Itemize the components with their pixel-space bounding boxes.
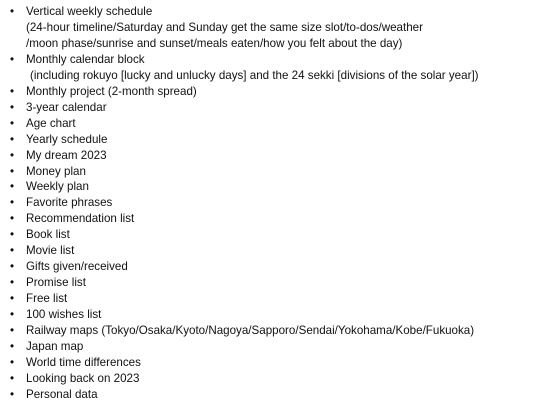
list-item — [6, 179, 542, 195]
list-item-label: 3-year calendar — [26, 100, 107, 114]
list-item — [6, 100, 542, 116]
list-item — [6, 307, 542, 323]
list-item — [6, 211, 542, 227]
list-item — [6, 132, 542, 148]
list-item — [6, 195, 542, 211]
list-item-label: 100 wishes list — [26, 308, 102, 322]
bullet-icon: • — [10, 132, 15, 146]
bullet-icon: • — [10, 196, 15, 210]
list-item-detail: (24-hour timeline/Saturday and Sunday get the same size slot/to-dos/weather — [26, 20, 423, 34]
bullet-icon: • — [10, 84, 15, 98]
list-item — [6, 227, 542, 243]
list-item-label: Recommendation list — [26, 212, 135, 226]
list-item-label: Japan map — [26, 340, 84, 354]
list-item-label: Movie list — [26, 244, 75, 258]
list-item — [6, 323, 542, 339]
list-item-label: Promise list — [26, 276, 86, 290]
list-item — [6, 339, 542, 355]
bullet-icon: • — [10, 308, 15, 322]
bullet-icon: • — [10, 355, 15, 369]
list-item-label: Yearly schedule — [26, 132, 108, 146]
bullet-icon: • — [10, 100, 15, 114]
list-item-label: Personal data — [26, 387, 98, 401]
list-item-label: Free list — [26, 292, 68, 306]
list-item — [6, 164, 542, 180]
list-item-label: Age chart — [26, 116, 76, 130]
list-item-label: Weekly plan — [26, 180, 89, 194]
list-item — [6, 116, 542, 132]
bullet-icon: • — [10, 212, 15, 226]
bullet-icon: • — [10, 244, 15, 258]
bullet-icon: • — [10, 371, 15, 385]
list-item — [6, 259, 542, 275]
list-item-label: Railway maps (Tokyo/Osaka/Kyoto/Nagoya/Sapporo/Sendai/Yokohama/Kobe/Fukuoka) — [26, 324, 475, 338]
list-item-detail: /moon phase/sunrise and sunset/meals eaten/how you felt about the day) — [26, 36, 403, 50]
bullet-icon: • — [10, 340, 15, 354]
list-item — [6, 52, 542, 84]
list-item-label: World time differences — [26, 355, 141, 369]
list-item — [6, 291, 542, 307]
list-item-label: Book list — [26, 228, 70, 242]
list-item — [6, 4, 542, 52]
list-item — [6, 355, 542, 371]
list-item — [6, 84, 542, 100]
list-item — [6, 387, 542, 403]
list-item-label: Monthly calendar block — [26, 52, 145, 66]
bullet-icon: • — [10, 148, 15, 162]
list-item-label: Favorite phrases — [26, 196, 113, 210]
list-item — [6, 371, 542, 387]
bullet-icon: • — [10, 5, 15, 18]
list-item-detail: (including rokuyo [lucky and unlucky days] and the 24 sekki [divisions of the solar year]) — [30, 68, 479, 82]
list-item — [6, 243, 542, 259]
list-item-label: Money plan — [26, 164, 86, 178]
bullet-icon: • — [10, 292, 15, 306]
list-item-label: Gifts given/received — [26, 260, 128, 274]
list-item-label: Monthly project (2-month spread) — [26, 84, 197, 98]
contents-list — [6, 4, 542, 403]
bullet-icon: • — [10, 228, 15, 242]
bullet-icon: • — [10, 52, 15, 66]
bullet-icon: • — [10, 387, 15, 401]
list-item-label: Vertical weekly schedule — [26, 5, 153, 18]
list-item — [6, 275, 542, 291]
bullet-icon: • — [10, 116, 15, 130]
list-item — [6, 148, 542, 164]
bullet-icon: • — [10, 180, 15, 194]
list-item-label: Looking back on 2023 — [26, 371, 140, 385]
bullet-icon: • — [10, 324, 15, 338]
list-item-label: My dream 2023 — [26, 148, 107, 162]
bullet-icon: • — [10, 276, 15, 290]
bullet-icon: • — [10, 164, 15, 178]
bullet-icon: • — [10, 260, 15, 274]
